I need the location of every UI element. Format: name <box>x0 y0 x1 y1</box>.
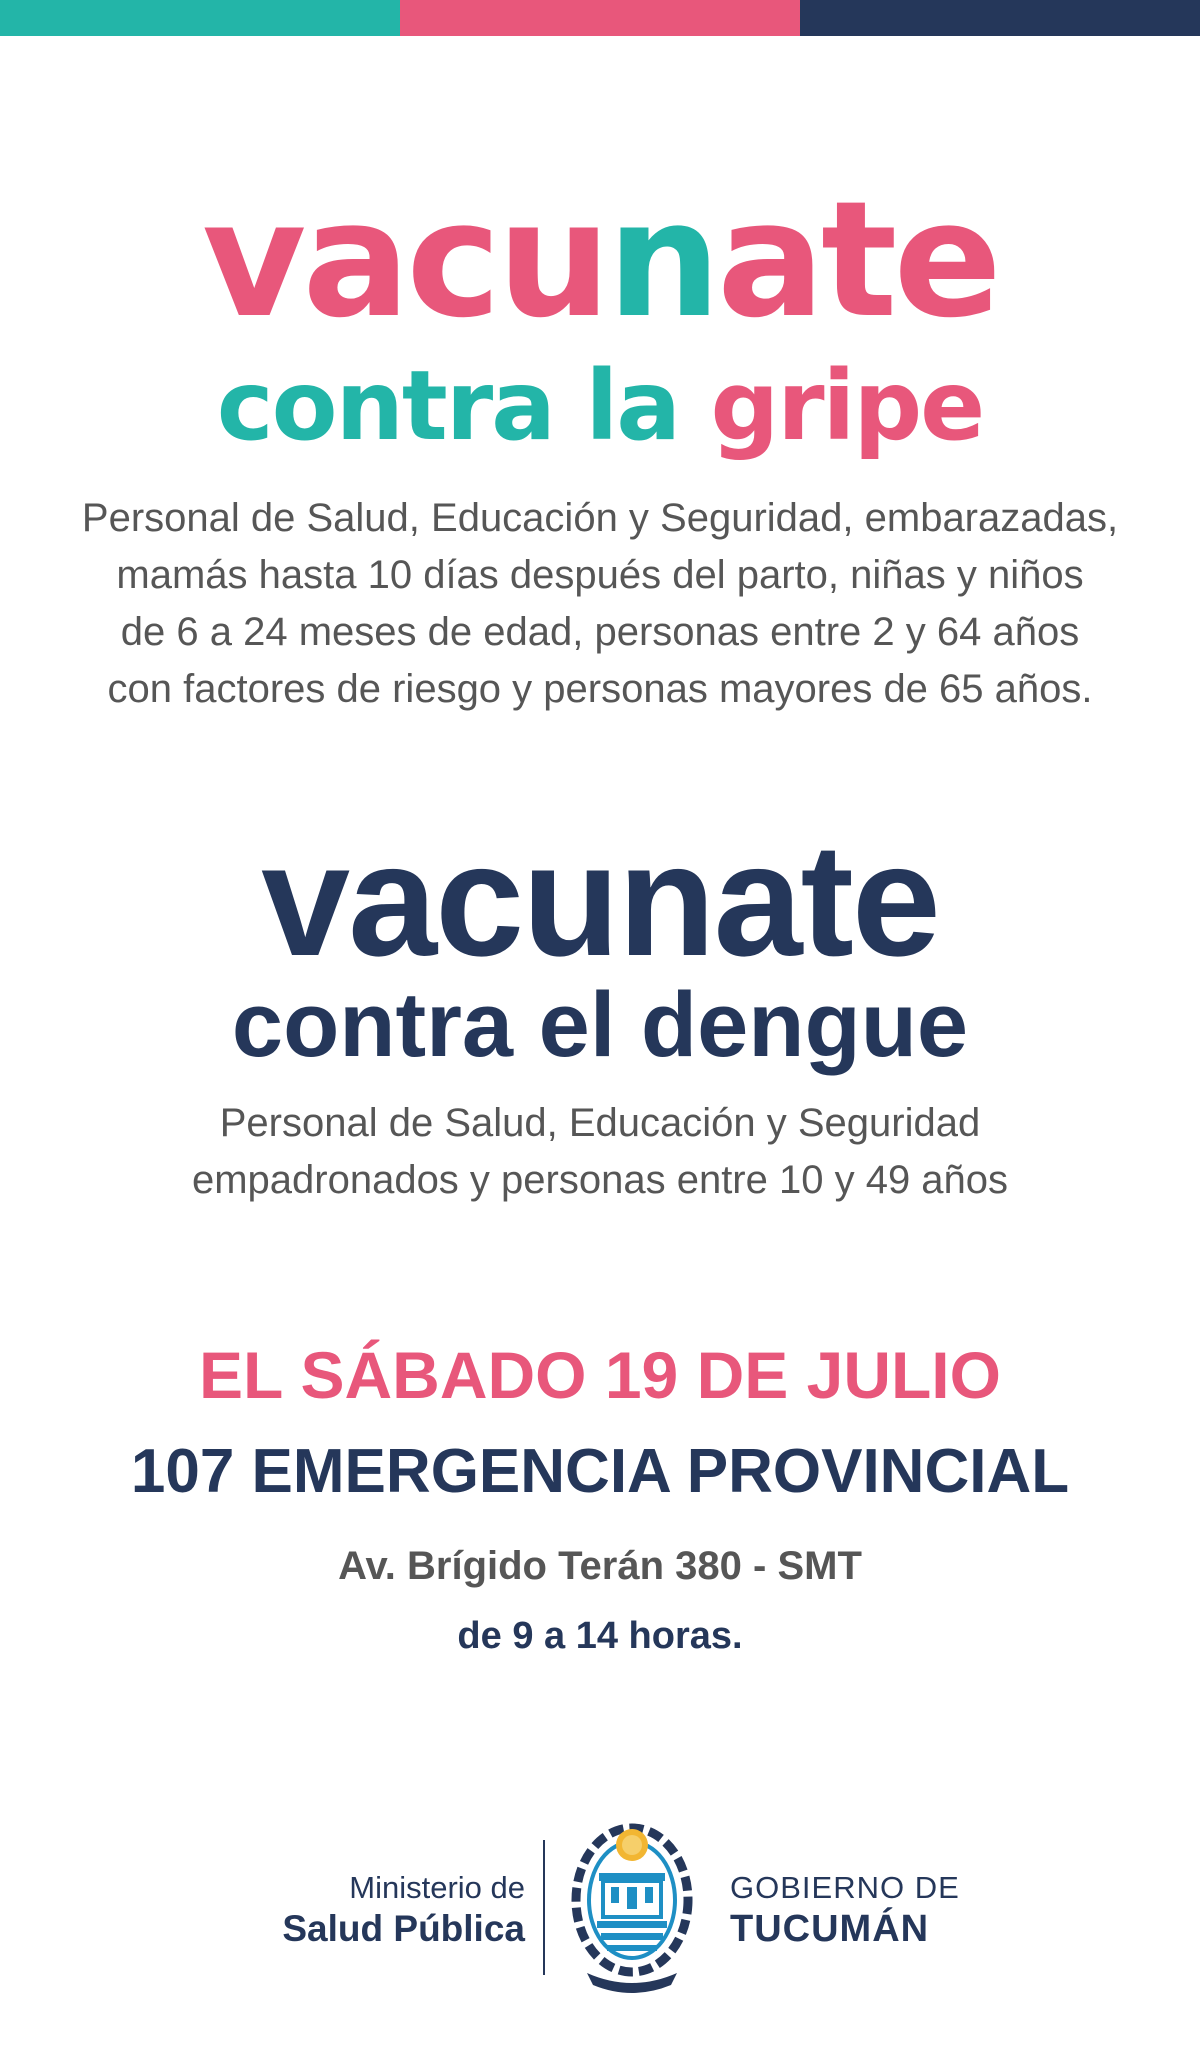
dengue-description-line: empadronados y personas entre 10 y 49 años <box>191 1158 1009 1202</box>
ministry-line1: Ministerio de <box>349 1870 525 1905</box>
gripe-description <box>0 490 1200 718</box>
dengue-title: vacunate <box>261 810 939 989</box>
gripe-title-part2: n <box>607 166 717 353</box>
event-date: EL SÁBADO 19 DE JULIO <box>199 1338 1001 1412</box>
gripe-subtitle-part1: contra la <box>216 350 711 462</box>
dengue-description <box>0 1095 1200 1209</box>
footer-logos <box>0 1810 1200 2010</box>
ministry-logo <box>282 1870 525 1952</box>
gov-line1: GOBIERNO DE <box>730 1870 960 1905</box>
gripe-subtitle-part2: gripe <box>710 350 984 462</box>
dengue-subtitle: contra el dengue <box>231 974 969 1076</box>
top-bar-pink-segment <box>400 0 800 36</box>
logo-divider <box>543 1840 545 1975</box>
event-address: Av. Brígido Terán 380 - SMT <box>338 1544 862 1588</box>
top-color-bar <box>0 0 1200 36</box>
gripe-subtitle <box>0 350 1200 462</box>
gov-line2: TUCUMÁN <box>730 1908 930 1950</box>
government-logo <box>730 1870 960 1952</box>
top-bar-teal-segment <box>0 0 400 36</box>
gripe-description-line: de 6 a 24 meses de edad, personas entre 2 y 64 años <box>120 610 1080 654</box>
event-hours: de 9 a 14 horas. <box>457 1615 743 1657</box>
gripe-title-part1: vacu <box>202 166 608 353</box>
event-place: 107 EMERGENCIA PROVINCIAL <box>130 1437 1070 1506</box>
gripe-title-part3: ate <box>716 166 998 353</box>
gripe-description-line: mamás hasta 10 días después del parto, niñas y niños <box>116 553 1084 597</box>
top-bar-navy-segment <box>800 0 1200 36</box>
dengue-description-line: Personal de Salud, Educación y Seguridad <box>219 1101 981 1145</box>
province-seal-icon <box>567 1815 697 2000</box>
gripe-title <box>0 166 1200 353</box>
ministry-line2: Salud Pública <box>282 1908 525 1949</box>
gripe-description-line: Personal de Salud, Educación y Seguridad, embarazadas, <box>81 496 1119 540</box>
gripe-description-line: con factores de riesgo y personas mayores de 65 años. <box>107 667 1093 711</box>
